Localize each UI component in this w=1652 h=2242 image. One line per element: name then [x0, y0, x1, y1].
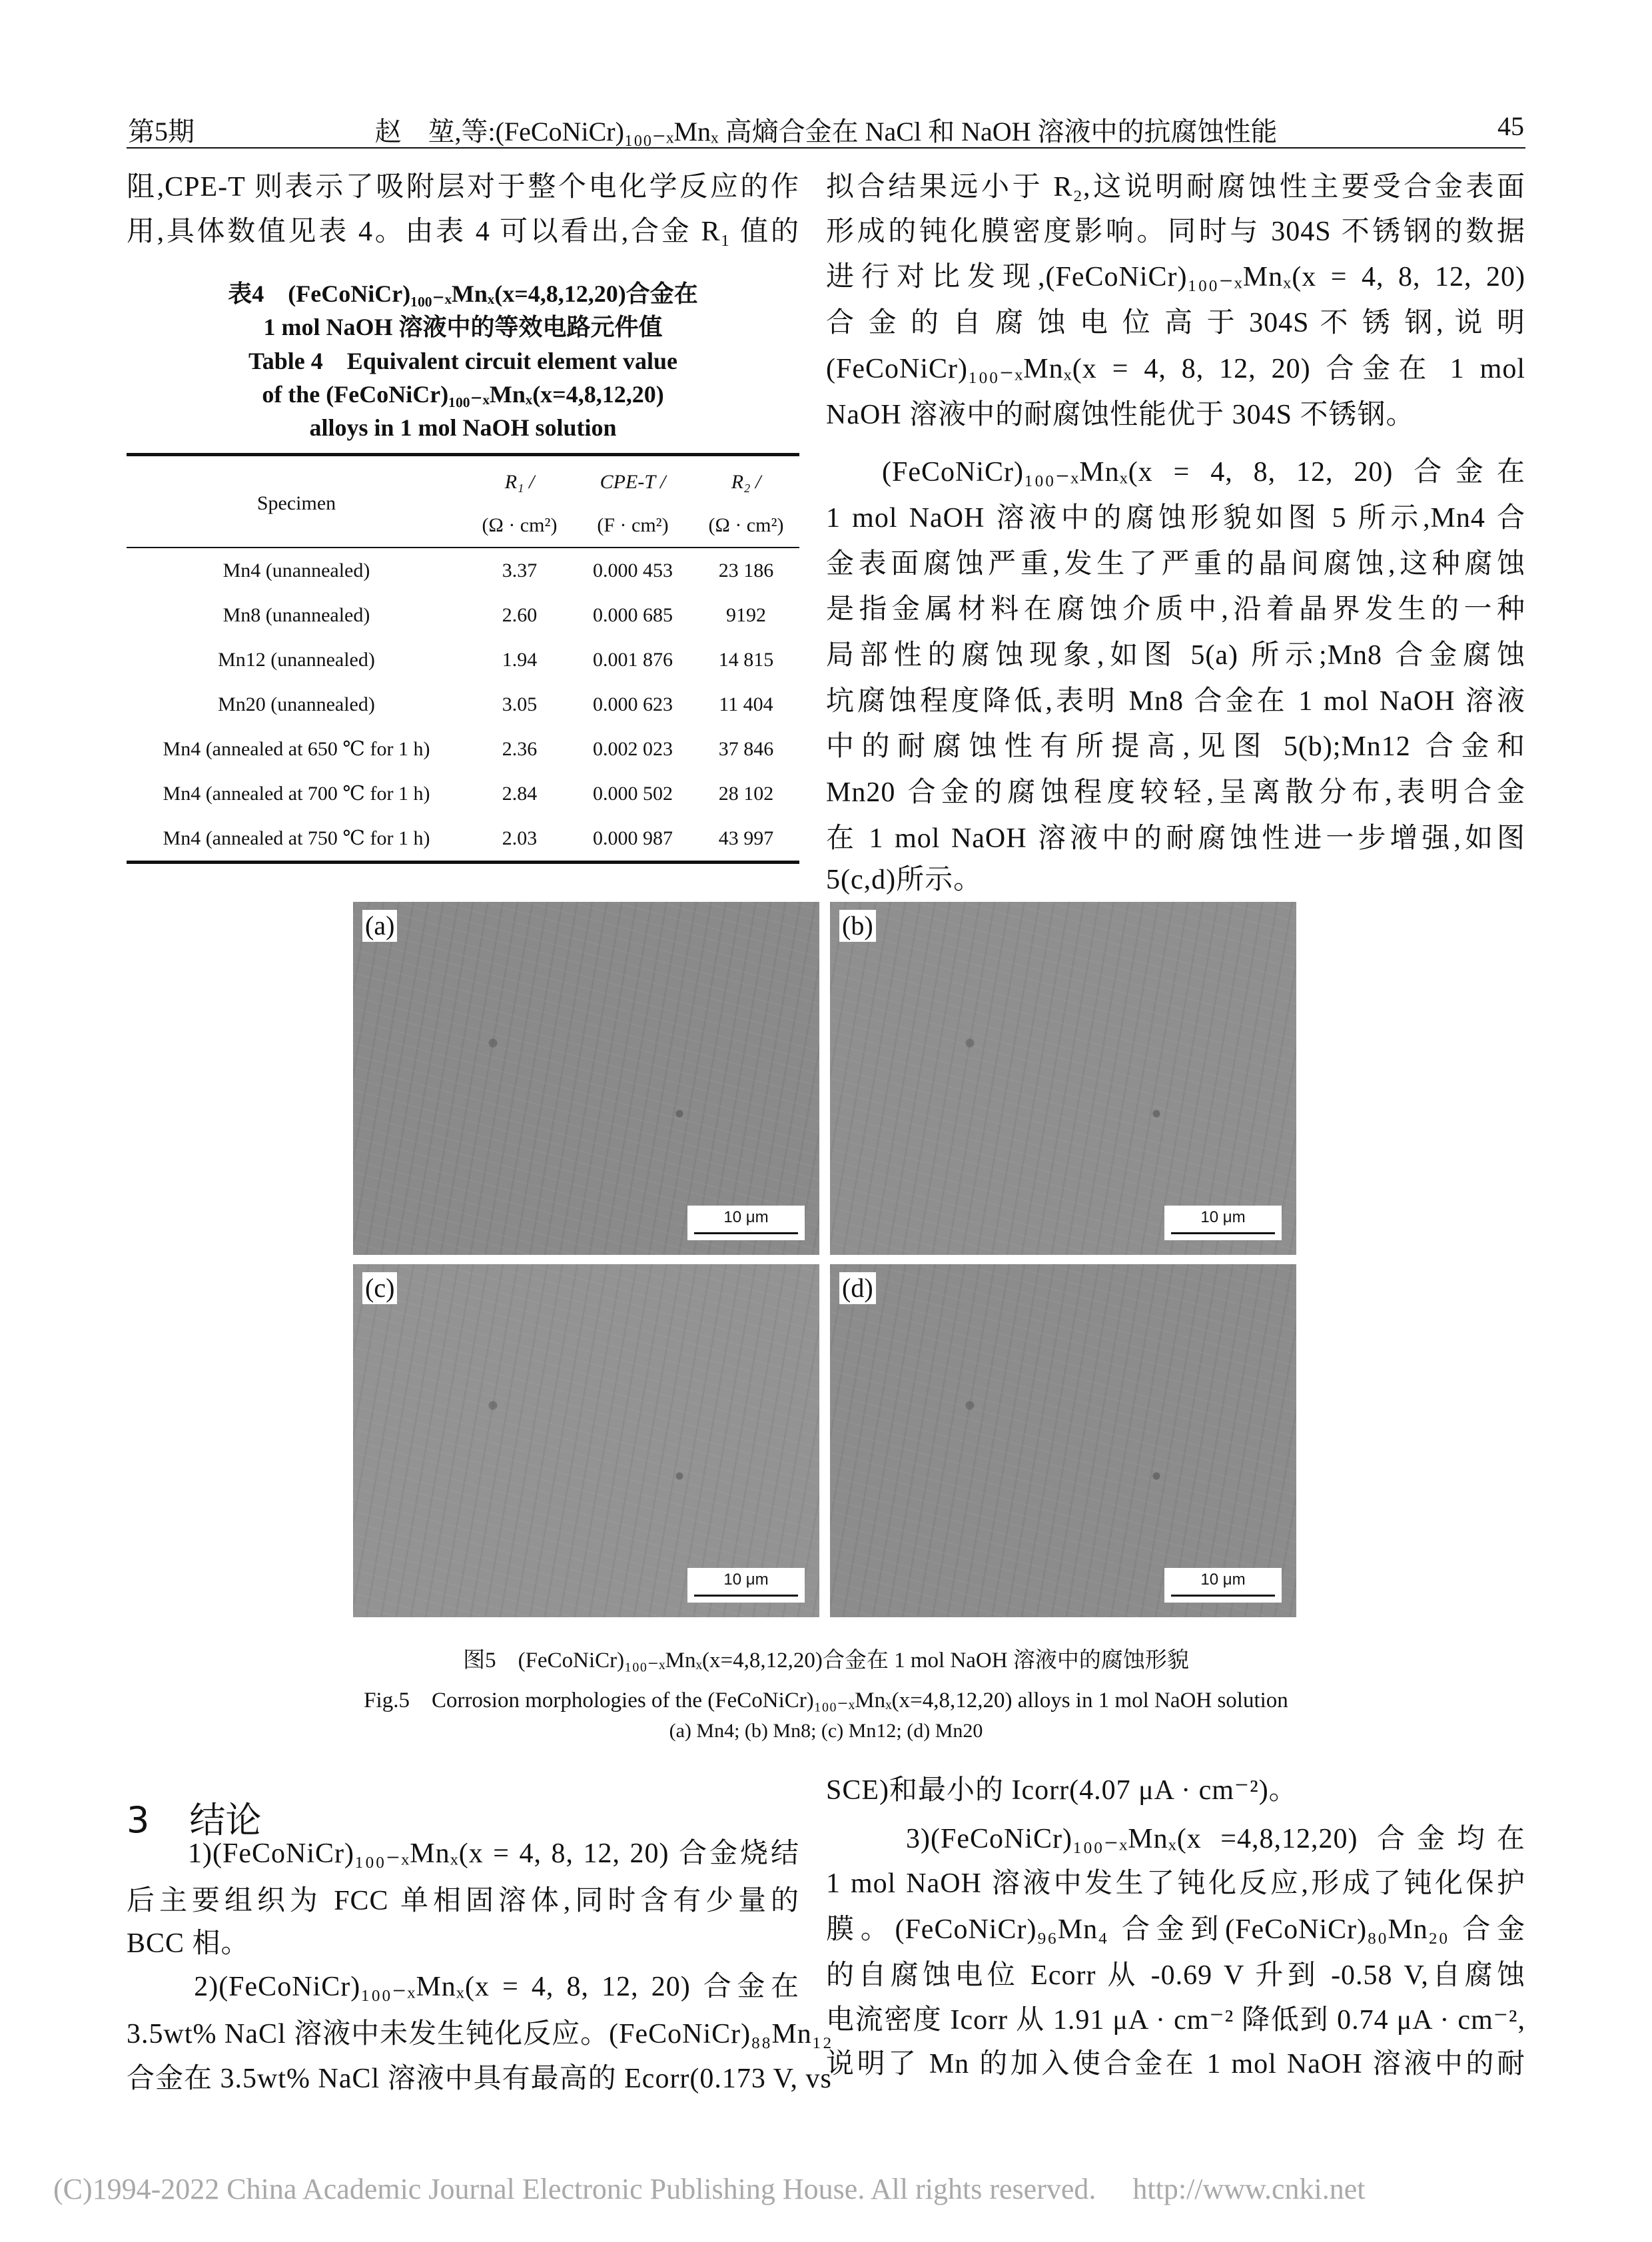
running-title: 赵 堃,等:(FeCoNiCr)₁₀₀₋ₓMnₓ 高熵合金在 NaCl 和 NaOH 溶液中的抗腐蚀性能	[374, 117, 1278, 147]
sem-image-panel-a	[353, 902, 819, 1255]
col-header-r1: R₁ /	[504, 471, 535, 493]
body-line: 1 mol NaOH 溶液中的腐蚀形貌如图 5 所示,Mn4 合	[826, 503, 1525, 534]
col-unit-r2: (Ω · cm²)	[708, 514, 784, 536]
sem-image-panel-c	[353, 1264, 819, 1617]
cell-r1: 2.03	[502, 827, 538, 849]
body-line: 局部性的腐蚀现象,如图 5(a) 所示;Mn8 合金腐蚀	[826, 640, 1525, 671]
body-line: 是指金属材料在腐蚀介质中,沿着晶界发生的一种	[826, 594, 1525, 625]
table-caption-en-1: Table 4 Equivalent circuit element value	[248, 348, 677, 374]
col-header-r2: R₂ /	[731, 471, 761, 493]
panel-label: (b)	[839, 910, 876, 942]
section-heading	[127, 1792, 261, 1843]
scale-bar: 10 μm	[1164, 1206, 1282, 1240]
page-number: 45	[1497, 111, 1524, 141]
issue-label: 第5期	[128, 117, 195, 147]
panel-label: (d)	[839, 1272, 876, 1304]
col-unit-cpe-t: (F · cm²)	[597, 514, 669, 536]
body-line: 的自腐蚀电位 Ecorr 从 -0.69 V 升到 -0.58 V,自腐蚀	[826, 1960, 1525, 1991]
scale-bar: 10 μm	[687, 1206, 805, 1240]
cell-cpe-t: 0.000 987	[593, 827, 673, 849]
table-caption-cn-1: 表4 (FeCoNiCr)₁₀₀₋ₓMnₓ(x=4,8,12,20)合金在	[228, 280, 698, 307]
copyright-footer: (C)1994-2022 China Academic Journal Electronic Publishing House. All rights reserved. http://www.cnki.net	[53, 2173, 1366, 2205]
cell-specimen: Mn12 (unannealed)	[218, 648, 375, 671]
body-line: SCE)和最小的 Icorr(4.07 μA · cm⁻²)。	[826, 1775, 1298, 1806]
figure-5	[353, 902, 1298, 1612]
table-row	[127, 816, 799, 863]
cell-r1: 2.36	[502, 737, 538, 760]
body-line: 拟合结果远小于 R₂,这说明耐腐蚀性主要受合金表面	[826, 172, 1525, 202]
body-line: 进行对比发现,(FeCoNiCr)₁₀₀₋ₓMnₓ(x = 4, 8, 12, 20)	[826, 262, 1525, 292]
table-row	[127, 682, 799, 727]
body-line: Mn20 合金的腐蚀程度较轻,呈离散分布,表明合金	[826, 777, 1525, 808]
table-caption-cn-2: 1 mol NaOH 溶液中的等效电路元件值	[263, 314, 663, 340]
cell-specimen: Mn4 (annealed at 750 ℃ for 1 h)	[163, 827, 430, 849]
table-4	[127, 453, 799, 864]
body-line: 3.5wt% NaCl 溶液中未发生钝化反应。(FeCoNiCr)₈₈Mn₁₂	[127, 2019, 833, 2050]
col-header-specimen: Specimen	[256, 492, 336, 514]
cell-r2: 37 846	[718, 737, 774, 760]
cell-cpe-t: 0.000 623	[593, 693, 673, 715]
body-line: (FeCoNiCr)₁₀₀₋ₓMnₓ(x = 4, 8, 12, 20) 合金在 1 mol	[826, 354, 1525, 384]
cell-r2: 11 404	[719, 693, 773, 715]
cell-r1: 3.37	[502, 559, 538, 581]
table-row	[127, 771, 799, 816]
table-row	[127, 593, 799, 637]
body-line: 说明了 Mn 的加入使合金在 1 mol NaOH 溶液中的耐	[826, 2049, 1525, 2079]
body-line: 形成的钝化膜密度影响。同时与 304S 不锈钢的数据	[826, 216, 1525, 247]
body-line: 2)(FeCoNiCr)₁₀₀₋ₓMnₓ(x = 4, 8, 12, 20) 合金在	[127, 1972, 799, 2002]
cell-cpe-t: 0.001 876	[593, 648, 673, 671]
cell-cpe-t: 0.002 023	[593, 737, 673, 760]
table-row	[127, 548, 799, 593]
body-line: 合 金 的 自 腐 蚀 电 位 高 于 304S 不 锈 钢, 说 明	[826, 308, 1525, 338]
body-line: 5(c,d)所示。	[826, 865, 983, 895]
body-line: 电流密度 Icorr 从 1.91 μA · cm⁻² 降低到 0.74 μA · cm⁻²,	[826, 2005, 1525, 2036]
body-line: 中的耐腐蚀性有所提高,见图 5(b);Mn12 合金和	[826, 731, 1525, 762]
figure-caption-sub: (a) Mn4; (b) Mn8; (c) Mn12; (d) Mn20	[669, 1720, 983, 1742]
table-row	[127, 637, 799, 682]
cell-r2: 14 815	[718, 648, 774, 671]
body-line: 合金在 3.5wt% NaCl 溶液中具有最高的 Ecorr(0.173 V, vs	[127, 2063, 832, 2094]
body-line: (FeCoNiCr)₁₀₀₋ₓMnₓ(x = 4, 8, 12, 20) 合金在	[882, 457, 1525, 488]
cell-r2: 43 997	[718, 827, 774, 849]
cell-cpe-t: 0.000 685	[593, 603, 673, 626]
col-header-cpe-t: CPE-T /	[600, 471, 666, 493]
body-line: 1 mol NaOH 溶液中发生了钝化反应,形成了钝化保护	[826, 1868, 1525, 1899]
table-row	[127, 727, 799, 771]
body-line: 阻,CPE-T 则表示了吸附层对于整个电化学反应的作	[127, 172, 799, 202]
cell-r2: 23 186	[718, 559, 774, 581]
cell-r2: 9192	[726, 603, 766, 626]
body-line: 1)(FeCoNiCr)₁₀₀₋ₓMnₓ(x = 4, 8, 12, 20) 合金烧结	[127, 1838, 799, 1869]
body-line: 后主要组织为 FCC 单相固溶体,同时含有少量的	[127, 1886, 799, 1916]
cell-cpe-t: 0.000 453	[593, 559, 673, 581]
sem-image-panel-b	[830, 902, 1296, 1255]
cell-specimen: Mn4 (unannealed)	[222, 559, 370, 581]
sem-image-panel-d	[830, 1264, 1296, 1617]
body-line: 坑腐蚀程度降低,表明 Mn8 合金在 1 mol NaOH 溶液	[826, 686, 1525, 717]
body-line: 在 1 mol NaOH 溶液中的耐腐蚀性进一步增强,如图	[826, 823, 1525, 854]
header-rule	[127, 147, 1525, 149]
section-number: 3	[127, 1799, 150, 1841]
cell-specimen: Mn4 (annealed at 650 ℃ for 1 h)	[163, 738, 430, 760]
scale-bar: 10 μm	[687, 1568, 805, 1603]
cell-specimen: Mn4 (annealed at 700 ℃ for 1 h)	[163, 783, 430, 805]
body-line: 3)(FeCoNiCr)₁₀₀₋ₓMnₓ(x =4,8,12,20) 合金均在	[826, 1824, 1525, 1854]
cell-specimen: Mn8 (unannealed)	[222, 603, 370, 626]
table-caption-en-2: of the (FeCoNiCr)₁₀₀₋ₓMnₓ(x=4,8,12,20)	[262, 381, 664, 408]
section-title: 结论	[189, 1799, 262, 1841]
body-line: NaOH 溶液中的耐腐蚀性能优于 304S 不锈钢。	[826, 400, 1415, 430]
cell-r1: 3.05	[502, 693, 538, 715]
body-line: BCC 相。	[127, 1928, 250, 1959]
cell-r1: 1.94	[502, 648, 538, 671]
panel-label: (a)	[362, 910, 397, 942]
cell-r1: 2.84	[502, 782, 538, 805]
panel-label: (c)	[362, 1272, 397, 1304]
col-unit-r1: (Ω · cm²)	[482, 514, 558, 536]
cell-r2: 28 102	[718, 782, 774, 805]
figure-caption-cn: 图5 (FeCoNiCr)₁₀₀₋ₓMnₓ(x=4,8,12,20)合金在 1 mol NaOH 溶液中的腐蚀形貌	[463, 1649, 1189, 1673]
cell-specimen: Mn20 (unannealed)	[218, 693, 375, 715]
body-line: 金表面腐蚀严重,发生了严重的晶间腐蚀,这种腐蚀	[826, 549, 1525, 579]
cell-cpe-t: 0.000 502	[593, 782, 673, 805]
table-caption-en-3: alloys in 1 mol NaOH solution	[309, 414, 617, 441]
cell-r1: 2.60	[502, 603, 538, 626]
body-line: 用,具体数值见表 4。由表 4 可以看出,合金 R₁ 值的	[127, 216, 799, 247]
body-line: 膜。(FeCoNiCr)₉₆Mn₄ 合金到(FeCoNiCr)₈₀Mn₂₀ 合金	[826, 1914, 1525, 1945]
scale-bar: 10 μm	[1164, 1568, 1282, 1603]
figure-caption-en: Fig.5 Corrosion morphologies of the (FeCoNiCr)₁₀₀₋ₓMnₓ(x=4,8,12,20) alloys in 1 mol NaOH solution	[364, 1688, 1288, 1712]
